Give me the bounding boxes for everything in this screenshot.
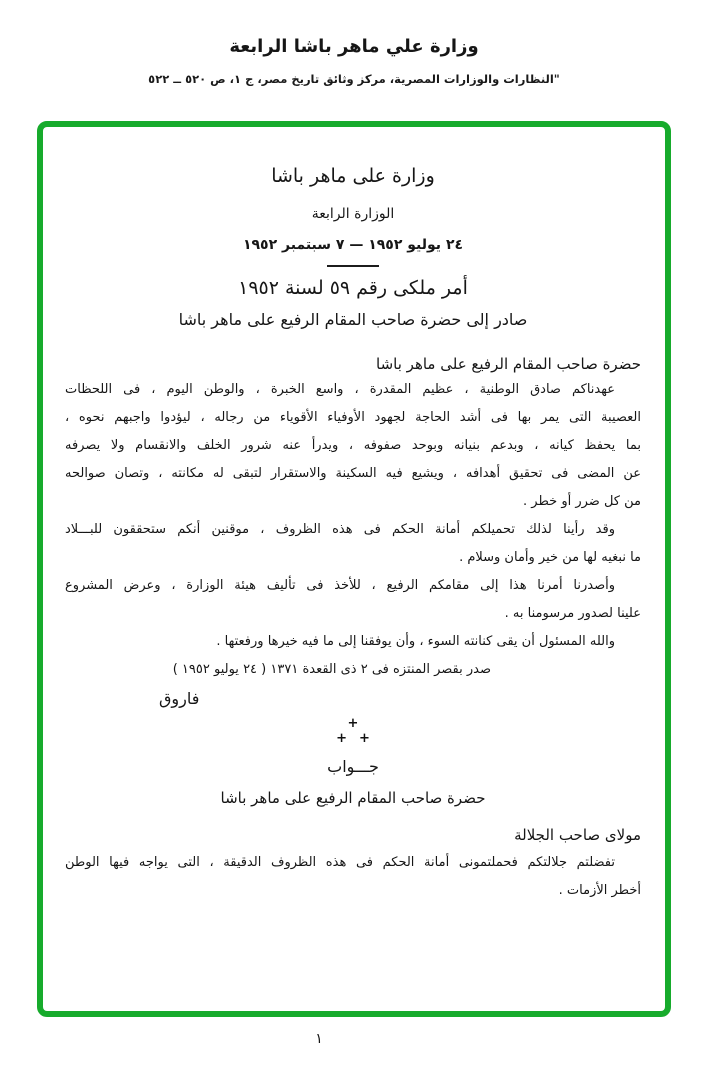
reply-address-heading: مولاى صاحب الجلالة <box>514 826 641 844</box>
star-icon: + <box>347 716 359 731</box>
text-line: من كل ضرر أو خطر . <box>523 494 641 509</box>
reply-heading: جـــواب <box>327 757 379 776</box>
reply-paragraph <box>65 849 641 905</box>
star-icon: + <box>359 731 370 746</box>
royal-signature: فاروق <box>159 689 200 708</box>
body-paragraph-2 <box>65 516 641 572</box>
body-paragraph-3 <box>65 572 641 628</box>
green-border-frame <box>37 121 671 1017</box>
text-line: العصيبة التى يمر بها فى أشد الحاجة لجهود الأوفياء الأقوياء من رجاله ، ليؤدوا واجبهم نحوه ، <box>65 410 641 425</box>
section-divider <box>327 265 379 267</box>
text-line: وأصدرنا أمرنا هذا إلى مقامكم الرفيع ، للأخذ فى تأليف هيئة الوزارة ، وعرض المشروع <box>65 578 615 593</box>
text-line: وقد رأينا لذلك تحميلكم أمانة الحكم فى هذه الظروف ، موقنين أنكم ستحققون للبـــلاد <box>65 522 615 537</box>
text-line: عن المضى فى تحقيق أهدافه ، ويشيع فيه السكينة والاستقرار لتبقى له مكانته ، وتصان صوالحه <box>65 466 641 481</box>
text-line: تفضلتم جلالتكم فحملتمونى أمانة الحكم فى هذه الظروف الدقيقة ، التى يواجه فيها الوطن <box>65 855 615 870</box>
body-paragraph-1 <box>65 376 641 516</box>
decree-title: أمر ملكى رقم ٥٩ لسنة ١٩٥٢ <box>238 277 468 299</box>
closing-prayer-line <box>65 628 641 656</box>
header-source-citation: "النظارات والوزارات المصرية، مركز وثائق تاريخ مصر، ج ١، ص ٥٢٠ ــ ٥٢٢ <box>148 72 560 86</box>
ministry-subtitle: الوزارة الرابعة <box>311 206 395 222</box>
text-line: والله المسئول أن يقى كنانته السوء ، وأن يوفقنا إلى ما فيه خيرها ورفعتها . <box>216 634 615 649</box>
reply-salutation: حضرة صاحب المقام الرفيع على ماهر باشا <box>220 789 486 807</box>
star-icon-row <box>65 731 641 747</box>
stars-separator <box>65 717 641 747</box>
decree-subtitle: صادر إلى حضرة صاحب المقام الرفيع على ماهر باشا <box>178 310 528 329</box>
ministry-date-range: ٢٤ يوليو ١٩٥٢ — ٧ سبتمبر ١٩٥٢ <box>242 237 464 253</box>
text-line: ما نبغيه لها من خير وأمان وسلام . <box>459 550 641 565</box>
ministry-title: وزارة على ماهر باشا <box>271 165 435 187</box>
text-line: علينا لصدور مرسومنا به . <box>504 606 641 621</box>
header-title: وزارة علي ماهر باشا الرابعة <box>229 36 479 57</box>
text-line: أخطر الأزمات . <box>558 883 641 898</box>
issuance-line: صدر بقصر المنتزه فى ٢ ذى القعدة ١٣٧١ ( ٢٤ يوليو ١٩٥٢ ) <box>172 662 491 677</box>
page-header <box>0 36 708 86</box>
star-icon: + <box>336 731 347 746</box>
text-line: بما يحفظ كيانه ، وبدعم بنيانه وبوحد صفوفه ، ويدرأ عنه شرور الخلف والانقسام ولا يصرفه <box>65 438 641 453</box>
text-line: عهدناكم صادق الوطنية ، عظيم المقدرة ، واسع الخبرة ، والوطن اليوم ، فى اللحظات <box>65 382 615 397</box>
salutation-heading: حضرة صاحب المقام الرفيع على ماهر باشا <box>376 355 641 373</box>
page-number: ١ <box>315 1031 323 1047</box>
